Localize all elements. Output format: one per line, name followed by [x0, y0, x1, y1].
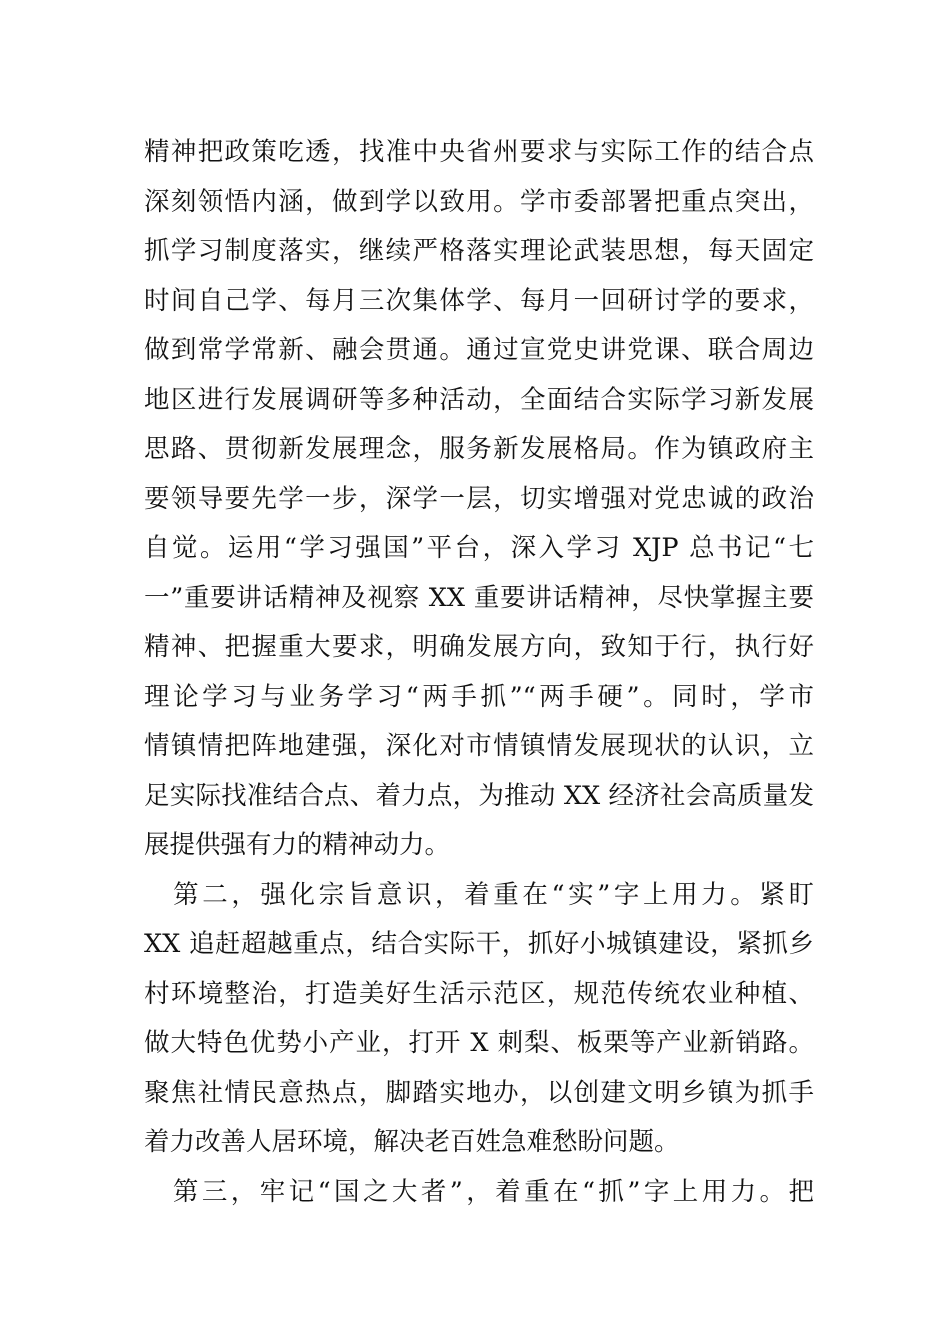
text-line: 深刻领悟内涵，做到学以致用。学市委部署把重点突出， — [144, 186, 814, 217]
text-line: 足实际找准结合点、着力点，为推动 XX 经济社会高质量发 — [144, 780, 814, 811]
paragraph-end-line: 着力改善人居环境，解决老百姓急难愁盼问题。 — [144, 1127, 680, 1157]
paragraph-start-line: 第二，强化宗旨意识，着重在“实”字上用力。紧盯 — [144, 879, 814, 910]
document-body — [144, 128, 814, 1217]
text-line: 精神把政策吃透，找准中央省州要求与实际工作的结合点 — [144, 137, 814, 167]
text-line: 做到常学常新、融会贯通。通过宣党史讲党课、联合周边 — [144, 335, 814, 365]
text-line: 理论学习与业务学习“两手抓”“两手硬”。同时，学市 — [144, 681, 814, 712]
text-line: 思路、贯彻新发展理念，服务新发展格局。作为镇政府主 — [144, 434, 814, 464]
text-line: 做大特色优势小产业，打开 X 刺梨、板栗等产业新销路。 — [144, 1028, 814, 1058]
text-line: 地区进行发展调研等多种活动，全面结合实际学习新发展 — [144, 384, 814, 415]
text-line: 精神、把握重大要求，明确发展方向，致知于行，执行好 — [144, 632, 814, 662]
text-line: 村环境整治，打造美好生活示范区，规范传统农业种植、 — [144, 978, 814, 1009]
text-line: 一”重要讲话精神及视察 XX 重要讲话精神，尽快掌握主要 — [144, 582, 814, 613]
text-line: XX 追赶超越重点，结合实际干，抓好小城镇建设，紧抓乡 — [144, 929, 814, 959]
text-line: 抓学习制度落实，继续严格落实理论武装思想，每天固定 — [144, 236, 814, 266]
paragraph-start-line: 第三，牢记“国之大者”，着重在“抓”字上用力。把 — [144, 1176, 814, 1207]
paragraph-end-line: 展提供强有力的精神动力。 — [144, 830, 451, 860]
text-line: 要领导要先学一步，深学一层，切实增强对党忠诚的政治 — [144, 483, 814, 514]
text-line: 聚焦社情民意热点，脚踏实地办，以创建文明乡镇为抓手 — [144, 1077, 814, 1108]
text-line: 自觉。运用“学习强国”平台，深入学习 XJP 总书记“七 — [144, 533, 814, 563]
text-line: 时间自己学、每月三次集体学、每月一回研讨学的要求， — [144, 285, 814, 316]
text-line: 情镇情把阵地建强，深化对市情镇情发展现状的认识，立 — [144, 731, 814, 761]
